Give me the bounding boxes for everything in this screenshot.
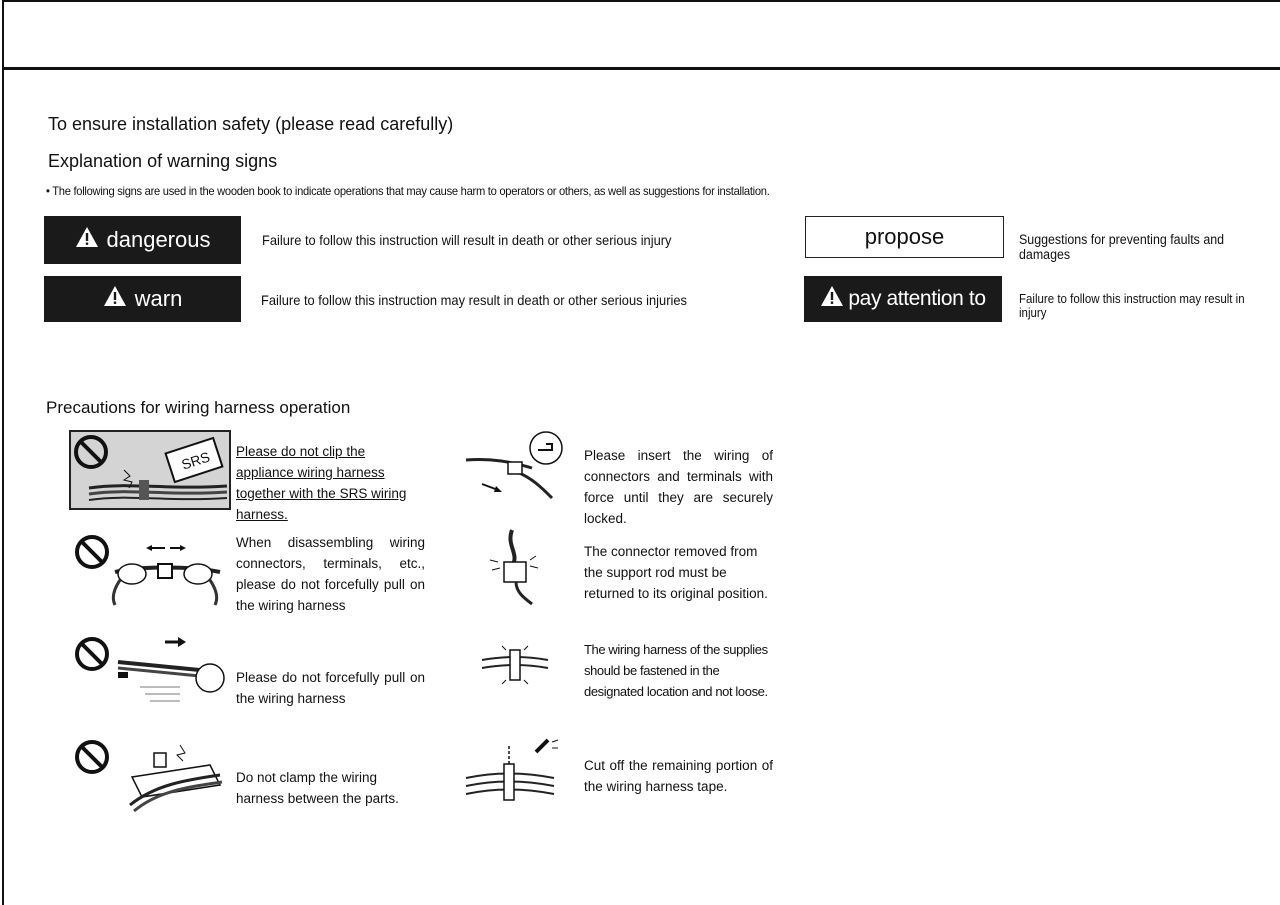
connector-return-illustration [486, 526, 546, 606]
sign-pay-attention [804, 276, 1002, 322]
page-title: To ensure installation safety (please read carefully) [48, 114, 454, 134]
precaution-text: Please insert the wiring of connectors and terminals with force until they are securely locked. [584, 448, 773, 526]
page-frame-left [2, 0, 4, 905]
sign-description: Failure to follow this instruction may result in death or other serious injuries [261, 292, 687, 308]
insert-connector-illustration [462, 428, 566, 504]
precaution-text: Cut off the remaining portion of the wiring harness tape. [584, 758, 773, 794]
prohibition-icon [77, 537, 107, 567]
intro-note: • The following signs are used in the wooden book to indicate operations that may cause harm to operators or others, as well as suggestions for installation. [46, 184, 770, 198]
sign-warn [44, 276, 241, 322]
page-frame-top [2, 0, 1280, 2]
sign-dangerous [44, 216, 241, 264]
warning-triangle-icon [75, 226, 99, 254]
sign-label: dangerous [106, 227, 211, 252]
warning-triangle-icon [820, 285, 844, 313]
header-rule [2, 67, 1280, 70]
precaution-text: Please do not forcefully pull on the wiring harness [236, 670, 425, 706]
section-title: Precautions for wiring harness operation [46, 398, 351, 417]
clamp-harness-illustration [70, 735, 232, 817]
fasten-harness-illustration [480, 640, 550, 690]
sign-label: warn [134, 286, 183, 311]
precaution-text: The wiring harness of the supplies should be fastened in the designated location and not loose. [584, 642, 768, 699]
sign-description: Suggestions for preventing faults and damages [1019, 232, 1225, 262]
precaution-text: Please do not clip the appliance wiring harness together with the SRS wiring harness. [236, 444, 407, 522]
srs-clip-illustration [69, 430, 231, 510]
cut-tape-illustration [464, 738, 564, 806]
warning-triangle-icon [103, 285, 127, 313]
precaution-text: When disassembling wiring connectors, terminals, etc., please do not forcefully pull on the wiring harness [236, 535, 425, 613]
sign-description: Failure to follow this instruction may result in injury [1019, 292, 1245, 320]
pull-harness-illustration [70, 632, 232, 712]
precaution-text: Do not clamp the wiring harness between the parts. [236, 770, 399, 806]
sign-propose [805, 216, 1004, 258]
precaution-text: The connector removed from the support rod must be returned to its original position. [584, 544, 768, 601]
sign-label: pay attention to [848, 287, 986, 310]
sign-description: Failure to follow this instruction will result in death or other serious injury [262, 232, 672, 248]
pull-connector-illustration [70, 530, 232, 610]
srs-box-label: SRS [179, 448, 212, 473]
sign-label: propose [864, 224, 945, 249]
prohibition-icon [77, 742, 107, 772]
prohibition-icon [77, 639, 107, 669]
section-subtitle: Explanation of warning signs [48, 151, 278, 171]
